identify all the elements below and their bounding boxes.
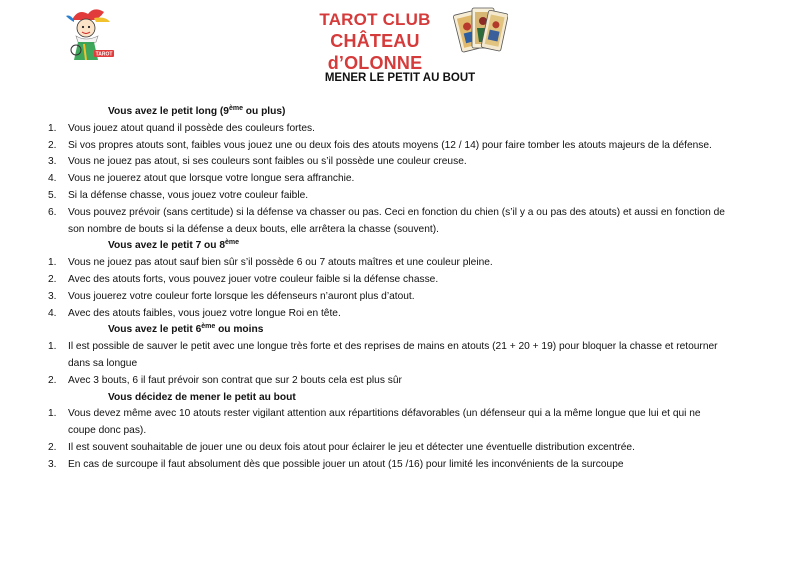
list-item-number: 1. xyxy=(48,341,57,353)
numbered-list xyxy=(48,255,728,322)
list-item-number: 3. xyxy=(48,458,57,470)
list-item-text: Il est souvent souhaitable de jouer une ou deux fois atout pour éclairer le jeu et détecter une éventuelle distribution excentrée. xyxy=(68,441,635,453)
section-heading xyxy=(48,238,728,255)
list-item xyxy=(48,255,728,272)
list-item-number: 1. xyxy=(48,408,57,420)
list-item-text: Si vos propres atouts sont, faibles vous jouez une ou deux fois des atouts moyens (12 / 14) pour faire tomber les atouts majeurs de la défense. xyxy=(68,139,712,151)
list-item xyxy=(48,171,728,188)
section-heading-superscript: ème xyxy=(225,239,240,247)
list-item xyxy=(48,306,728,323)
list-item-number: 4. xyxy=(48,173,57,185)
list-item-text: Il est possible de sauver le petit avec une longue très forte et des reprises de mains en atouts (21 + 20 + 19) pour bloquer la chasse et retourner dans sa longue xyxy=(68,341,718,369)
section-heading-superscript: ème xyxy=(228,105,243,112)
list-item-text: Vous ne jouez pas atout sauf bien sûr s’il possède 6 ou 7 atouts maîtres et une couleur pleine. xyxy=(68,257,493,269)
list-item-number: 3. xyxy=(48,290,57,302)
document-title: MENER LE PETIT AU BOUT xyxy=(324,72,476,84)
list-item-text: Vous ne jouez pas atout, si ses couleurs sont faibles ou s’il possède une couleur creuse. xyxy=(68,156,467,168)
section-heading-text: Vous avez le petit long (9 xyxy=(108,106,229,117)
list-item-number: 2. xyxy=(48,441,57,453)
list-item-number: 1. xyxy=(48,257,57,269)
list-item-text: Vous pouvez prévoir (sans certitude) si la défense va chasser ou pas. Ceci en fonction du chien (s’il y a ou pas des atouts) et aussi en fonction de son nombre de bouts si la défense a deux bouts, elle arrêtera la chasse (souvent). xyxy=(68,206,725,235)
list-item-number: 2. xyxy=(48,374,57,386)
list-item-number: 2. xyxy=(48,139,57,151)
section-heading-text: Vous avez le petit 6 xyxy=(108,324,202,336)
list-item xyxy=(48,457,728,474)
list-item-number: 5. xyxy=(48,189,57,201)
list-item xyxy=(48,440,728,457)
section-heading-text: Vous décidez de mener le petit au bout xyxy=(108,391,296,403)
list-item-text: Vous ne jouerez atout que lorsque votre longue sera affranchie. xyxy=(68,173,355,185)
section-heading xyxy=(48,104,728,121)
list-item-text: Vous devez même avec 10 atouts rester vigilant attention aux répartitions défavorables (un défenseur qui a la même longue que lui et qui ne coupe donc pas). xyxy=(68,408,701,437)
numbered-list xyxy=(48,406,728,473)
list-item xyxy=(48,373,728,390)
mascot-badge-text: TAROT xyxy=(95,51,113,58)
section-heading xyxy=(48,390,728,407)
list-item-text: Si la défense chasse, vous jouez votre couleur faible. xyxy=(68,189,309,201)
list-item-number: 6. xyxy=(48,206,57,218)
list-item xyxy=(48,205,728,239)
list-item-text: Avec 3 bouts, 6 il faut prévoir son contrat que sur 2 bouts cela est plus sûr xyxy=(68,374,402,386)
club-mascot-logo xyxy=(64,6,116,64)
list-item-number: 4. xyxy=(48,307,57,319)
club-name-line1: TAROT CLUB xyxy=(319,10,431,29)
list-item xyxy=(48,188,728,205)
list-item-text: Avec des atouts faibles, vous jouez votre longue Roi en tête. xyxy=(68,307,341,319)
club-name-line2: CHÂTEAU d’OLONNE xyxy=(327,31,423,73)
list-item xyxy=(48,138,728,155)
section-heading-text: Vous avez le petit 7 ou 8 xyxy=(108,240,226,252)
list-item-number: 2. xyxy=(48,273,57,285)
list-item-number: 1. xyxy=(48,122,57,134)
list-item xyxy=(48,121,728,138)
section-heading-text-end: ou plus) xyxy=(242,106,286,117)
section-heading-superscript: ème xyxy=(201,323,216,331)
section-heading xyxy=(48,322,728,339)
list-item xyxy=(48,154,728,171)
list-item-text: En cas de surcoupe il faut absolument dès que possible jouer un atout (15 /16) pour limité les inconvénients de la surcoupe xyxy=(68,458,624,470)
list-item xyxy=(48,272,728,289)
section-heading-text-end: ou moins xyxy=(215,324,264,336)
tarot-cards-illustration xyxy=(452,4,508,58)
document-body xyxy=(48,104,728,474)
numbered-list xyxy=(48,121,728,239)
list-item xyxy=(48,339,728,373)
list-item-number: 3. xyxy=(48,156,57,168)
list-item xyxy=(48,289,728,306)
list-item xyxy=(48,406,728,440)
numbered-list xyxy=(48,339,728,389)
list-item-text: Avec des atouts forts, vous pouvez jouer votre couleur faible si la défense chasse. xyxy=(68,273,439,285)
list-item-text: Vous jouerez votre couleur forte lorsque les défenseurs n’auront plus d’atout. xyxy=(68,290,415,302)
list-item-text: Vous jouez atout quand il possède des couleurs fortes. xyxy=(68,122,315,134)
club-name xyxy=(300,10,450,74)
